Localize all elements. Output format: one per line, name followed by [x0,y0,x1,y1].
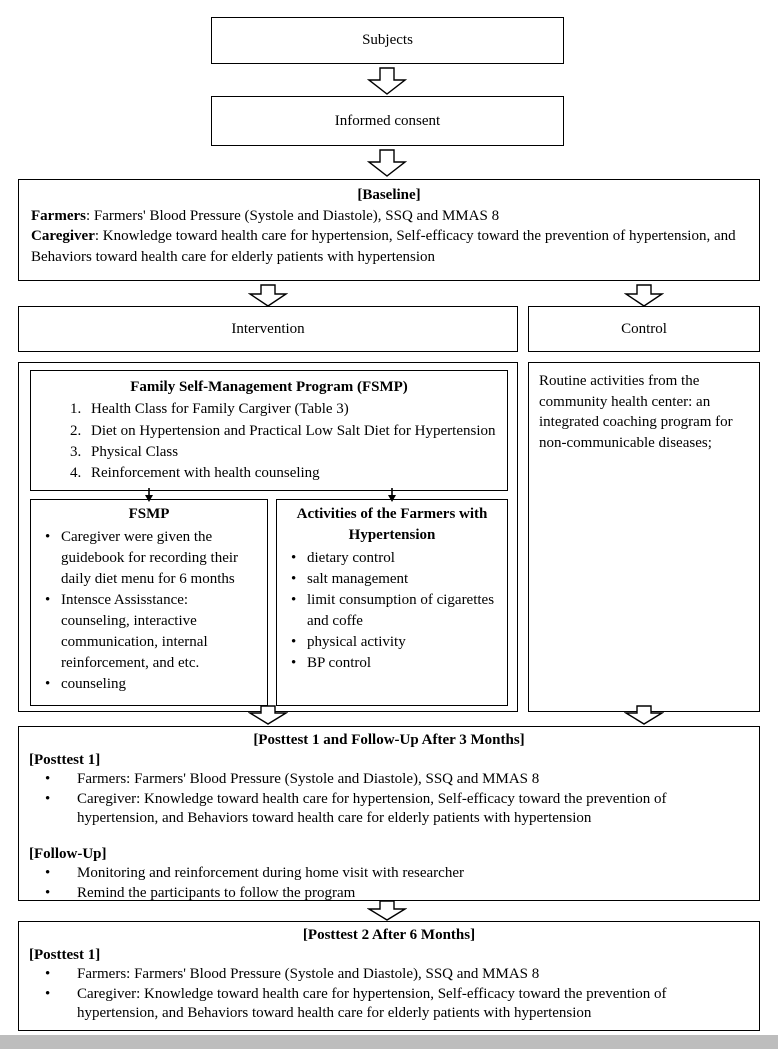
list-item: • Caregiver were given the guidebook for recording their daily diet menu for 6 months [39,527,259,590]
fsmp-program-list [41,399,497,484]
activities-box [276,499,508,706]
control-routine-text: Routine activities from the community health center: an integrated coaching program for non-communicable diseases; [539,373,733,452]
down-arrow-icon [248,705,288,725]
informed-consent-box [211,96,564,146]
list-item: 1. Health Class for Family Cargiver (Table 3) [85,399,497,420]
list-item: • Monitoring and reinforcement during home visit with researcher [29,864,749,884]
posttest2-list [29,965,749,1024]
intervention-label: Intervention [231,320,305,337]
page-edge-strip [0,1035,778,1049]
activities-list [285,548,499,674]
informed-consent-label: Informed consent [334,112,441,129]
control-box [528,306,760,352]
list-item: • Farmers: Farmers' Blood Pressure (Systole and Diastole), SSQ and MMAS 8 [29,770,749,790]
fsmp-sub-box [30,499,268,706]
intervention-box [18,306,518,352]
list-item: • Farmers: Farmers' Blood Pressure (Systole and Diastole), SSQ and MMAS 8 [29,965,749,985]
down-arrow-icon [367,149,407,177]
list-item: • limit consumption of cigarettes and coffe [285,590,499,632]
list-item: • BP control [285,653,499,674]
baseline-title: [Baseline] [357,187,421,203]
solid-down-arrow-icon [386,488,398,502]
baseline-box [18,179,760,281]
list-item: • Caregiver: Knowledge toward health care for hypertension, Self-efficacy toward the prevention of hypertension, and Behaviors toward health care for elderly patients with hypertension [29,790,749,829]
posttest1-section2-list [29,864,749,903]
down-arrow-icon [624,705,664,725]
down-arrow-icon [367,900,407,921]
baseline-caregiver-text: : Knowledge toward health care for hypertension, Self-efficacy toward the prevention of hypertension, and Behaviors toward health care for elderly patients with hypertension [31,228,736,266]
list-item: • dietary control [285,548,499,569]
list-item: 2. Diet on Hypertension and Practical Low Salt Diet for Hypertension [85,421,497,442]
fsmp-program-title: Family Self-Management Program (FSMP) [130,379,408,395]
posttest1-section1-list [29,770,749,829]
control-routine-box [528,362,760,712]
fsmp-sub-title: FSMP [128,506,170,522]
list-item: • Caregiver: Knowledge toward health care for hypertension, Self-efficacy toward the prevention of hypertension, and Behaviors toward health care for elderly patients with hypertension [29,985,749,1024]
baseline-caregiver-label: Caregiver [31,228,95,245]
list-item: • Intensce Assisstance: counseling, interactive communication, internal reinforcement, and etc. [39,590,259,674]
subjects-label: Subjects [362,32,413,49]
list-item: 4. Reinforcement with health counseling [85,463,497,484]
activities-title: Activities of the Farmers with Hypertension [296,506,488,543]
down-arrow-icon [624,284,664,307]
control-label: Control [621,320,667,337]
baseline-caregiver-line [31,226,747,267]
posttest2-section-title: [Posttest 1] [29,946,101,963]
fsmp-program-box [30,370,508,491]
posttest1-section2-title: [Follow-Up] [29,845,107,862]
list-item: • salt management [285,569,499,590]
down-arrow-icon [248,284,288,307]
fsmp-sub-list [39,527,259,695]
subjects-box [211,17,564,64]
baseline-farmers-label: Farmers [31,207,86,224]
baseline-farmers-line [31,206,747,227]
posttest1-section1-title: [Posttest 1] [29,751,101,768]
solid-down-arrow-icon [143,488,155,502]
posttest2-box [18,921,760,1031]
posttest2-title: [Posttest 2 After 6 Months] [302,927,476,943]
list-item: • Remind the participants to follow the program [29,884,749,904]
posttest1-title: [Posttest 1 and Follow-Up After 3 Months] [253,732,525,748]
posttest1-box [18,726,760,901]
baseline-farmers-text: : Farmers' Blood Pressure (Systole and Diastole), SSQ and MMAS 8 [85,207,500,224]
list-item: • counseling [39,674,259,695]
list-item: • physical activity [285,632,499,653]
list-item: 3. Physical Class [85,442,497,463]
down-arrow-icon [367,67,407,95]
